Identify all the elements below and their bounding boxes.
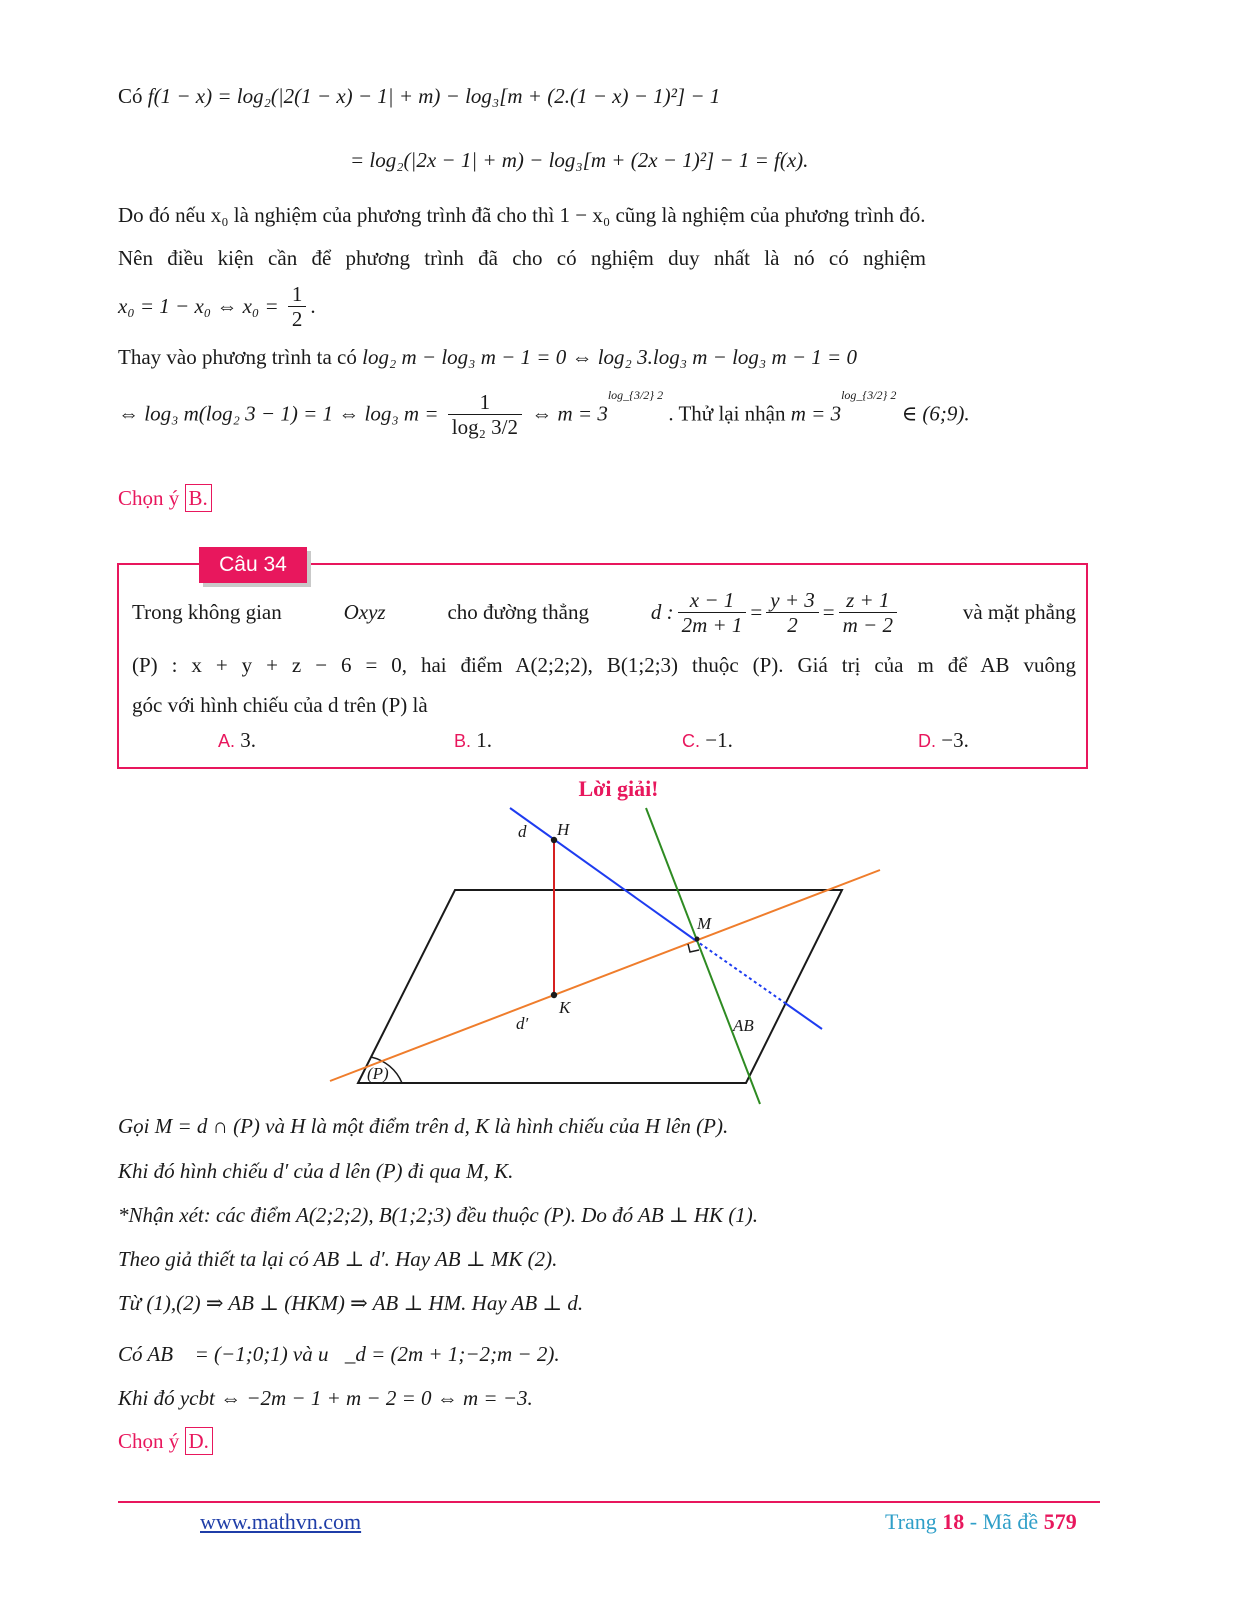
solution-step-2: Khi đó hình chiếu d′ của d lên (P) đi qua M, K. [118, 1159, 514, 1183]
frac-y-num: y + 3 [766, 588, 819, 613]
line7-frac-den: log₂ 3/2 [451, 414, 518, 439]
line5-math: x₀ = 1 − x₀ ⇔ x₀ = [118, 294, 279, 318]
choose-box-top: B. [185, 484, 212, 512]
frac-x-den: 2m + 1 [681, 613, 743, 637]
q1-text-a: Trong không gian [132, 600, 282, 624]
line6-prefix: Thay vào phương trình ta có [118, 345, 357, 369]
question-tag: Câu 34 [199, 547, 307, 583]
line1-math: f(1 − x) = log₂(|2(1 − x) − 1| + m) − log₃[m + (2.(1 − x) − 1)²] − 1 [147, 84, 721, 108]
question-line-3: góc với hình chiếu của d trên (P) là [132, 693, 428, 717]
label-k: K [559, 998, 571, 1017]
line7-frac-num: 1 [448, 390, 522, 415]
line5-frac-num: 1 [288, 282, 307, 307]
option-c-label: C. [682, 731, 700, 751]
option-c-value: −1. [705, 728, 733, 752]
choose-answer-bottom [118, 1427, 213, 1455]
line-ab [646, 808, 760, 1104]
footer-website-link[interactable]: www.mathvn.com [200, 1509, 362, 1534]
frac-x-num: x − 1 [678, 588, 747, 613]
solution-line-5: x₀ = 1 − x₀ ⇔ x₀ = $\frac{1}{2}$ . [118, 282, 316, 331]
line7-math-c: m = 3 [790, 401, 842, 426]
point-m [695, 937, 700, 942]
point-k [551, 992, 557, 998]
solution-line-4: Nên điều kiện cần để phương trình đã cho có nghiệm duy nhất là nó có nghiệm [118, 246, 926, 270]
q1-space: Oxyz [343, 600, 386, 624]
q1-text-c: và mặt phẳng [962, 600, 1076, 624]
label-d-prime: d′ [516, 1014, 529, 1033]
footer-page-number: 18 [942, 1509, 965, 1534]
option-b-label: B. [454, 731, 472, 751]
line7-math-a: ⇔ log₃ m(log₂ 3 − 1) = 1 ⇔ log₃ m = [118, 401, 439, 426]
label-h: H [557, 820, 570, 839]
footer-rule [118, 1501, 1100, 1503]
line1-prefix: Có [118, 84, 143, 108]
choose-label-bottom: Chọn ý [118, 1429, 180, 1453]
label-ab: AB [733, 1016, 754, 1035]
solution-title: Lời giải! [578, 776, 659, 801]
line7-math-d: ∈ (6;9). [901, 401, 970, 426]
label-m: M [697, 914, 712, 933]
footer-code-prefix: - Mã đề [969, 1509, 1039, 1534]
q1-text-b: cho đường thẳng [447, 600, 589, 624]
solution-step-7: Khi đó ycbt ⇔ −2m − 1 + m − 2 = 0 ⇔ m = −3. [118, 1386, 533, 1410]
solution-step-1: Gọi M = d ∩ (P) và H là một điểm trên d, K là hình chiếu của H lên (P). [118, 1114, 729, 1138]
line5-frac-den: 2 [291, 307, 303, 331]
line6-math: log₂ m − log₃ m − 1 = 0 ⇔ log₂ 3.log₃ m − log₃ m − 1 = 0 [362, 345, 857, 369]
solution-line-3: Do đó nếu x₀ là nghiệm của phương trình đã cho thì 1 − x₀ cũng là nghiệm của phương trình đó. [118, 203, 926, 227]
option-a-label: A. [218, 731, 236, 751]
choose-box-bottom: D. [185, 1427, 213, 1455]
label-d: d [518, 822, 527, 841]
line-d-equation: d : $\frac{x - 1}{2m + 1}$ = $\frac{y + 3}{2}$ = $\frac{z + 1}{m - 2}$ [651, 588, 901, 637]
line-d [510, 808, 695, 940]
plane-p [358, 890, 842, 1083]
footer-code: 579 [1043, 1509, 1077, 1534]
line7-exponent-1: log_{3/2} 2 [607, 388, 664, 402]
option-d-value: −3. [941, 728, 969, 752]
solution-step-5: Từ (1),(2) ⇒ AB ⊥ (HKM) ⇒ AB ⊥ HM. Hay AB ⊥ d. [118, 1291, 584, 1315]
solution-step-6: Có AB⃗ = (−1;0;1) và u⃗_d = (2m + 1;−2;m − 2). [118, 1342, 560, 1366]
frac-y-den: 2 [787, 613, 798, 637]
line2-math: = log₂(|2x − 1| + m) − log₃[m + (2x − 1)²] − 1 = f(x). [350, 148, 809, 172]
question-line-2: (P) : x + y + z − 6 = 0, hai điểm A(2;2;2), B(1;2;3) thuộc (P). Giá trị của m để AB vuông [132, 653, 1076, 677]
option-a-value: 3. [240, 728, 257, 752]
frac-z-num: z + 1 [839, 588, 897, 613]
solution-step-4: Theo giả thiết ta lại có AB ⊥ d′. Hay AB ⊥ MK (2). [118, 1247, 558, 1271]
footer-page-prefix: Trang [885, 1509, 937, 1534]
line-d-end [785, 1003, 822, 1029]
option-d-label: D. [918, 731, 936, 751]
solution-step-3: *Nhận xét: các điểm A(2;2;2), B(1;2;3) đều thuộc (P). Do đó AB ⊥ HK (1). [118, 1203, 759, 1227]
choose-label-top: Chọn ý [118, 486, 180, 510]
right-angle-mark [688, 944, 699, 952]
line7-math-b: ⇔ m = 3 [531, 401, 608, 426]
footer-page-info [885, 1509, 1077, 1535]
option-b-value: 1. [476, 728, 493, 752]
frac-z-den: m − 2 [842, 613, 893, 637]
line7-text: . Thử lại nhận [668, 401, 786, 426]
line7-exponent-2: log_{3/2} 2 [841, 388, 897, 402]
q1-d: d : [650, 600, 674, 624]
label-p: (P) [367, 1064, 389, 1083]
